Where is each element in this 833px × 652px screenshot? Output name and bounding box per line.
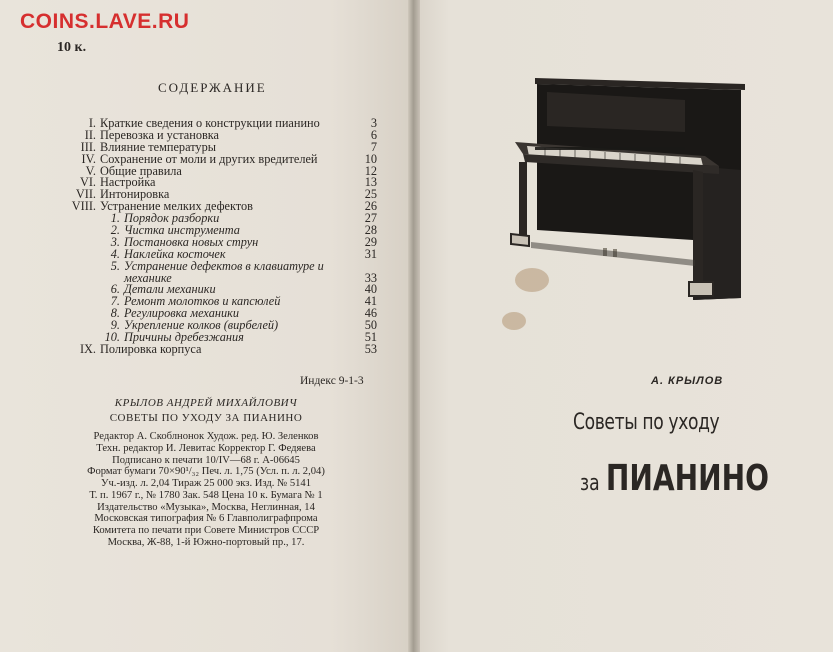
toc-entry (40, 341, 382, 356)
toc-entry (40, 258, 382, 273)
toc-entry-number: 7. (110, 294, 120, 309)
toc-title: СОДЕРЖАНИЕ (158, 80, 267, 95)
imprint-author: КРЫЛОВ АНДРЕЙ МИХАЙЛОВИЧ (114, 397, 298, 409)
imprint-line: Москва, Ж-88, 1-й Южно-портовый пр., 17. (107, 536, 305, 548)
table-of-contents (40, 118, 382, 356)
imprint-book-title: СОВЕТЫ ПО УХОДУ ЗА ПИАНИНО (109, 411, 303, 424)
toc-entry-page: 13 (364, 175, 377, 190)
toc-entry-text: механике (124, 270, 172, 285)
imprint-line: Комитета по печати при Совете Министров СССР (92, 524, 320, 536)
toc-entry-number: II. (84, 127, 96, 142)
toc-entry-number: V. (85, 163, 96, 178)
cover-title-za: за (580, 471, 600, 496)
toc-entry-text: Наклейка косточек (124, 246, 226, 261)
toc-entry-number: 9. (110, 318, 120, 333)
toc-entry-number: VIII. (71, 199, 96, 214)
toc-entry-page: 40 (364, 282, 377, 297)
toc-entry-page: 10 (364, 151, 377, 166)
toc-entry-page: 28 (364, 223, 377, 238)
toc-entry-number: 8. (110, 306, 120, 321)
toc-entry-number: 4. (110, 246, 120, 261)
toc-entry-text: Сохранение от моли и других вредителей (100, 151, 318, 166)
imprint-line: Издательство «Музыка», Москва, Неглинная, 14 (97, 501, 315, 513)
toc-entry-text: Постановка новых струн (124, 234, 259, 249)
toc-entry-page: 25 (364, 187, 377, 202)
toc-entry-text: Укрепление колков (вирбелей) (124, 318, 279, 333)
toc-entry-number: 1. (110, 211, 120, 226)
imprint-line: Московская типография № 6 Главполиграфпрома (94, 513, 318, 525)
toc-entry-page: 7 (370, 139, 377, 154)
toc-entry-page: 3 (370, 116, 377, 130)
toc-entry-text: Краткие сведения о конструкции пианино (100, 116, 320, 130)
toc-entry-number: VII. (75, 187, 96, 202)
toc-entry-number: I. (88, 116, 96, 130)
imprint-line: Т. п. 1967 г., № 1780 Зак. 548 Цена 10 к. Бумага № 1 (89, 489, 323, 501)
toc-entry-number: IX. (79, 341, 96, 356)
toc-entry-text: Полировка корпуса (100, 341, 202, 356)
toc-entry-text: Устранение мелких дефектов (100, 199, 253, 214)
toc-entry-text: Настройка (100, 175, 156, 190)
paper-stain (502, 312, 526, 330)
toc-entry-text: Влияние температуры (100, 139, 216, 154)
toc-entry-text: Устранение дефектов в клавиатуре и (124, 258, 324, 273)
toc-entry-number: IV. (81, 151, 96, 166)
toc-entry-page: 27 (364, 211, 377, 226)
cover-title-line1: Советы по уходу (573, 410, 720, 435)
toc-entry-number: 5. (110, 258, 120, 273)
toc-entry-number: III. (80, 139, 96, 154)
toc-entry-text: Регулировка механики (124, 306, 240, 321)
toc-entry-text: Порядок разборки (124, 211, 220, 226)
toc-entry-page: 41 (364, 294, 377, 309)
toc-entry-page: 29 (364, 234, 377, 249)
toc-entry-number: 10. (104, 330, 120, 345)
toc-entry-text: Общие правила (100, 163, 182, 178)
index-code: Индекс 9-1-3 (300, 375, 364, 387)
toc-entry-text: Чистка инструмента (124, 223, 240, 238)
imprint-lines (0, 431, 412, 548)
toc-entry-page: 6 (370, 127, 377, 142)
toc-entry-page: 26 (364, 199, 377, 214)
toc-entry-text: Причины дребезжания (124, 330, 244, 345)
book-spine (408, 0, 420, 652)
toc-entry-text: Детали механики (124, 282, 216, 297)
toc-entry-page: 33 (364, 270, 377, 285)
imprint-line: Формат бумаги 70×90¹/₃₂ Печ. л. 1,75 (Усл. п. л. 2,04) (87, 466, 325, 478)
toc-entry-text: Перевозка и установка (100, 127, 220, 142)
toc-entry-number: VI. (79, 175, 96, 190)
cover-author: А. КРЫЛОВ (651, 375, 724, 387)
toc-entry-number: 2. (110, 223, 120, 238)
toc-entry-page: 53 (364, 341, 377, 356)
toc-entry-page: 50 (364, 318, 377, 333)
imprint-line: Редактор А. Скоблнонок Худож. ред. Ю. Зеленков (93, 431, 319, 443)
piano-illustration (505, 70, 750, 305)
toc-entry-number: 3. (110, 234, 120, 249)
toc-entry-page: 31 (364, 246, 377, 261)
imprint-line: Уч.-изд. л. 2,04 Тираж 25 000 экз. Изд. № 5141 (100, 478, 312, 490)
cover-title-pianino: ПИАНИНО (605, 458, 769, 499)
imprint-line: Подписано к печати 10/IV—68 г. А-06645 (112, 454, 300, 466)
toc-entry-text: Ремонт молотков и капсюлей (124, 294, 281, 309)
price-label: 10 к. (57, 40, 87, 55)
cover-title-line2 (580, 458, 769, 499)
toc-entry-text: Интонировка (100, 187, 170, 202)
toc-entry-page: 46 (364, 306, 377, 321)
toc-entry-page: 12 (364, 163, 377, 178)
toc-entry-page: 51 (364, 330, 377, 345)
imprint-block (0, 398, 412, 548)
watermark: COINS.LAVE.RU (20, 10, 190, 33)
toc-entry-number: 6. (110, 282, 120, 297)
imprint-line: Техн. редактор И. Левитас Корректор Г. Федяева (96, 443, 316, 455)
